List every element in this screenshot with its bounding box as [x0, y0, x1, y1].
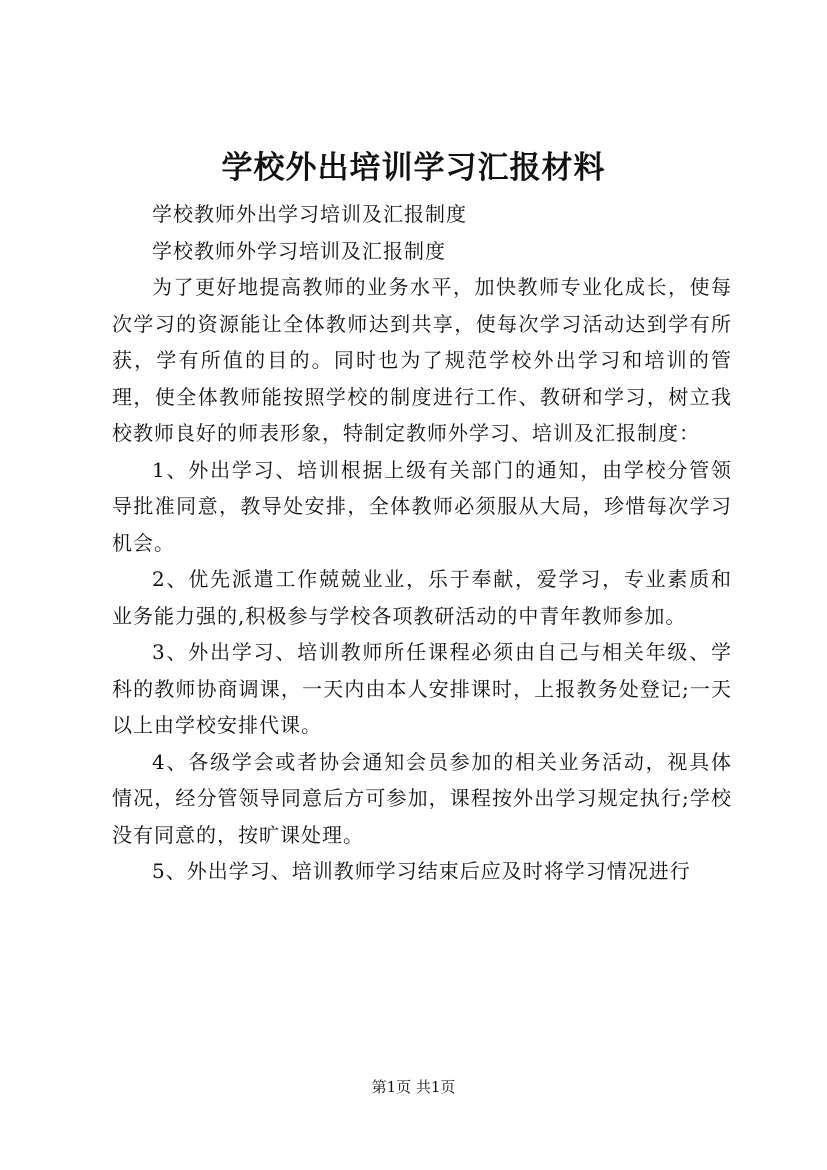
paragraph-intro: 为了更好地提高教师的业务水平，加快教师专业化成长，使每次学习的资源能让全体教师达到共享，使每次学习活动达到学有所获，学有所值的目的。同时也为了规范学校外出学习和培训的管理，使全体教师能按照学校的制度进行工作、教研和学习，树立我校教师良好的师表形象，特制定教师外学习、培训及汇报制度：	[112, 275, 732, 445]
document-title: 学校外出培训学习汇报材料	[221, 150, 606, 186]
page-number-footer: 第1页 共1页	[371, 1078, 456, 1096]
paragraph-rule-3: 3、外出学习、培训教师所任课程必须由自己与相关年级、学科的教师协商调课，一天内由本人安排课时，上报教务处登记;一天以上由学校安排代课。	[112, 640, 732, 737]
paragraph-rule-1: 1、外出学习、培训根据上级有关部门的通知，由学校分管领导批准同意，教导处安排，全体教师必须服从大局，珍惜每次学习机会。	[112, 457, 732, 555]
paragraph-rule-5: 5、外出学习、培训教师学习结束后应及时将学习情况进行	[152, 859, 691, 883]
paragraph-subtitle-2: 学校教师外学习培训及汇报制度	[152, 238, 446, 263]
paragraph-subtitle-1: 学校教师外出学习培训及汇报制度	[152, 202, 467, 226]
paragraph-rule-4: 4、各级学会或者协会通知会员参加的相关业务活动，视具体情况，经分管领导同意后方可参加，课程按外出学习规定执行;学校没有同意的，按旷课处理。	[112, 749, 732, 847]
document-body	[112, 196, 732, 890]
paragraph-rule-2: 2、优先派遣工作兢兢业业，乐于奉献，爱学习，专业素质和业务能力强的,积极参与学校各项教研活动的中青年教师参加。	[112, 567, 732, 628]
